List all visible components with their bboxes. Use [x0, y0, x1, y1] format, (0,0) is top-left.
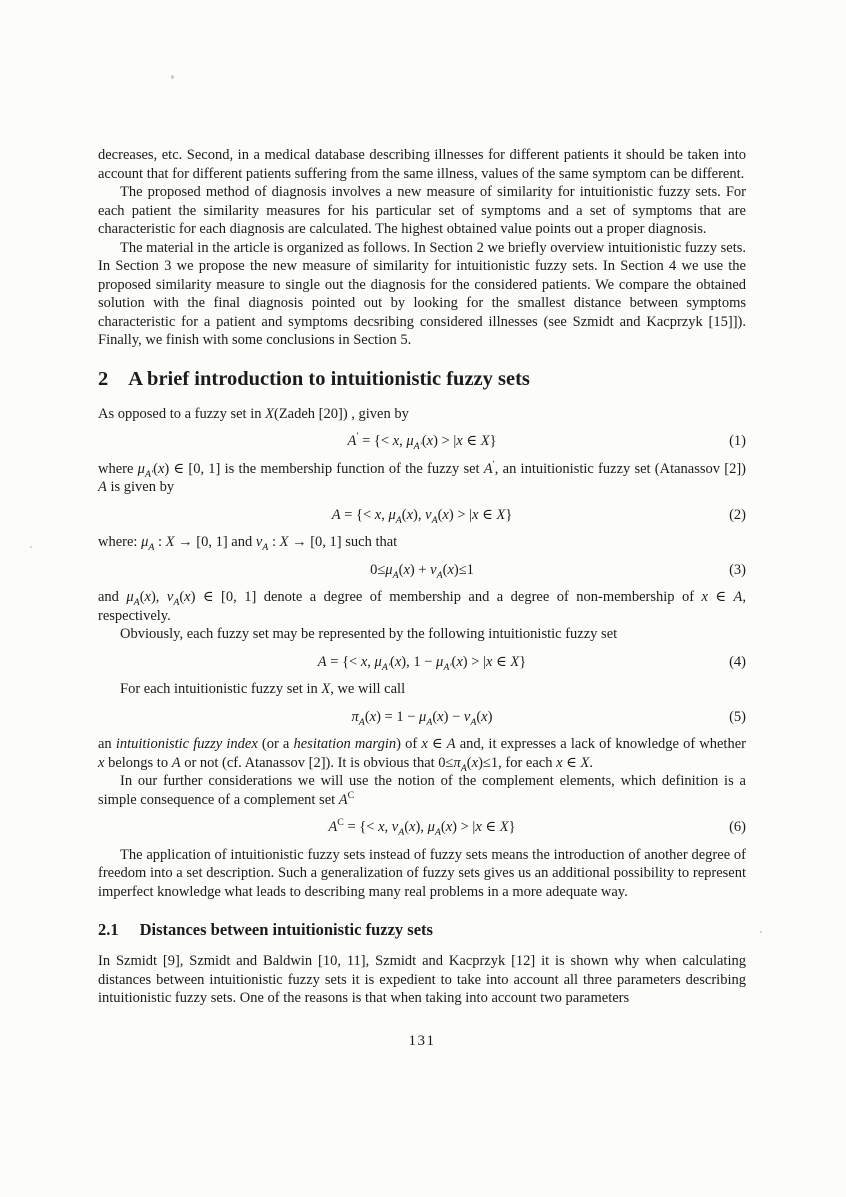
equation-1-number: (1) — [729, 433, 746, 449]
paragraph-degrees: and $\mu_A(x)$, $\nu_A(x)$ ∈ [0, 1] denote a degree of membership and a degree of non-membership of x ∈ A, respectively. — [98, 589, 747, 624]
paragraph-as-opposed: As opposed to a fuzzy set in X(Zadeh [20]) , given by — [98, 405, 409, 422]
page-body — [98, 146, 746, 1050]
equation-6-number: (6) — [729, 819, 746, 835]
section-2-heading — [98, 366, 746, 393]
equation-4-number: (4) — [729, 653, 746, 670]
paragraph-proposed-method: The proposed method of diagnosis involves a new measure of similarity for intuitionistic fuzzy sets. For each patient the similarity measures for his particular set of symptoms and a set of symptoms that are characteristic for each diagnosis are calculated. The highest obtained value points out a proper diagnosis. — [98, 184, 746, 237]
paragraph-where-functions: where: $\mu_A$ : X → [0, 1] and $\nu_A$ : X → [0, 1] such that — [98, 534, 398, 553]
equation-1-body: A′ = {< x, $\mu_{A'}(x) > |x$ ∈ X} — [347, 431, 497, 452]
paragraph-where-membership: where $\mu_{A'}(x)$ ∈ [0, 1] is the membership function of the fuzzy set A′, an intuitionistic fuzzy set (Atanassov [2]) A is given by — [98, 458, 746, 495]
section-2-number: 2 — [98, 367, 109, 390]
paragraph-for-each: For each intuitionistic fuzzy set in X, we will call — [120, 681, 406, 697]
page-number: 131 — [408, 1032, 436, 1049]
paragraph-fuzzy-index: an intuitionistic fuzzy index (or a hesitation margin) of x ∈ A and, it expresses a lack of knowledge of whether x belongs to A or not (cf. Atanassov [2]). It is obvious that $0\le\pi_A(x)\le 1$, for each x ∈ X. — [98, 736, 746, 774]
equation-4-body: A = {< x, $\mu_{A'}(x)$, $1 - \mu_{A'}(x) > |x$ ∈ X} — [317, 653, 527, 673]
equation-3-body: $0\le\mu_A(x) + \nu_A(x)\le 1$ — [370, 561, 474, 581]
section-2-1-heading — [98, 919, 746, 941]
paragraph-article-organization: The material in the article is organized as follows. In Section 2 we briefly overview intuitionistic fuzzy sets. In Section 3 we propose the new measure of similarity for intuitionistic fuzzy sets. In Section 4 we use the proposed similarity measure to single out the diagnosis for the considered patients. We compare the obtained solution with the final diagnosis pointed out by looking for the smallest distance between symptoms characteristic for a patient and symptoms decsribing considered illnesses (see Szmidt and Kacprzyk [15]]). Finally, we finish with some conclusions in Section 5. — [98, 239, 746, 348]
equation-2 — [98, 506, 746, 525]
equation-2-number: (2) — [729, 506, 746, 523]
section-2-1-title: Distances between intuitionistic fuzzy sets — [139, 920, 433, 939]
paragraph-further-considerations: In our further considerations we will use the notion of the complement elements, which definition is a simple consequence of a complement set $A^C$ — [98, 773, 746, 808]
equation-5-body: $\pi_A(x) = 1 - \mu_A(x) - \nu_A(x)$ — [351, 708, 493, 728]
section-2-1-number: 2.1 — [98, 920, 119, 939]
equation-4 — [98, 653, 746, 672]
equation-3 — [98, 561, 746, 580]
equation-2-body: A = {< x, $\mu_A(x)$, $\nu_A(x) > |x$ ∈ X} — [331, 506, 513, 526]
scan-speck — [171, 75, 174, 79]
equation-5 — [98, 708, 746, 727]
scan-speck — [30, 546, 32, 548]
equation-6 — [98, 818, 746, 837]
equation-5-number: (5) — [729, 708, 746, 725]
paragraph-obviously: Obviously, each fuzzy set may be represented by the following intuitionistic fuzzy set — [120, 626, 618, 642]
equation-6-body: $A^C$ = {< x, $\nu_A(x)$, $\mu_A(x) > |x$ ∈ X} — [328, 817, 516, 838]
paragraph-decreases: decreases, etc. Second, in a medical database describing illnesses for different patients it should be taken into account that for different patients suffering from the same illness, values of the same symptom can be different. — [98, 147, 746, 182]
paragraph-application: The application of intuitionistic fuzzy sets instead of fuzzy sets means the introduction of another degree of freedom into a set description. Such a generalization of fuzzy sets gives us an additional possibility to represent imperfect knowledge what leads to describing many real problems in a more adequate way. — [98, 846, 746, 900]
scan-speck — [760, 931, 762, 933]
section-2-title: A brief introduction to intuitionistic fuzzy sets — [128, 367, 530, 390]
paragraph-szmidt-distances: In Szmidt [9], Szmidt and Baldwin [10, 11], Szmidt and Kacprzyk [12] it is shown why when calculating distances between intuitionistic fuzzy sets it is expedient to take into account all three parameters describing intuitionistic fuzzy sets. One of the reasons is that when taking into account two parameters — [98, 953, 746, 1006]
equation-1 — [98, 432, 746, 451]
equation-3-number: (3) — [729, 561, 746, 578]
